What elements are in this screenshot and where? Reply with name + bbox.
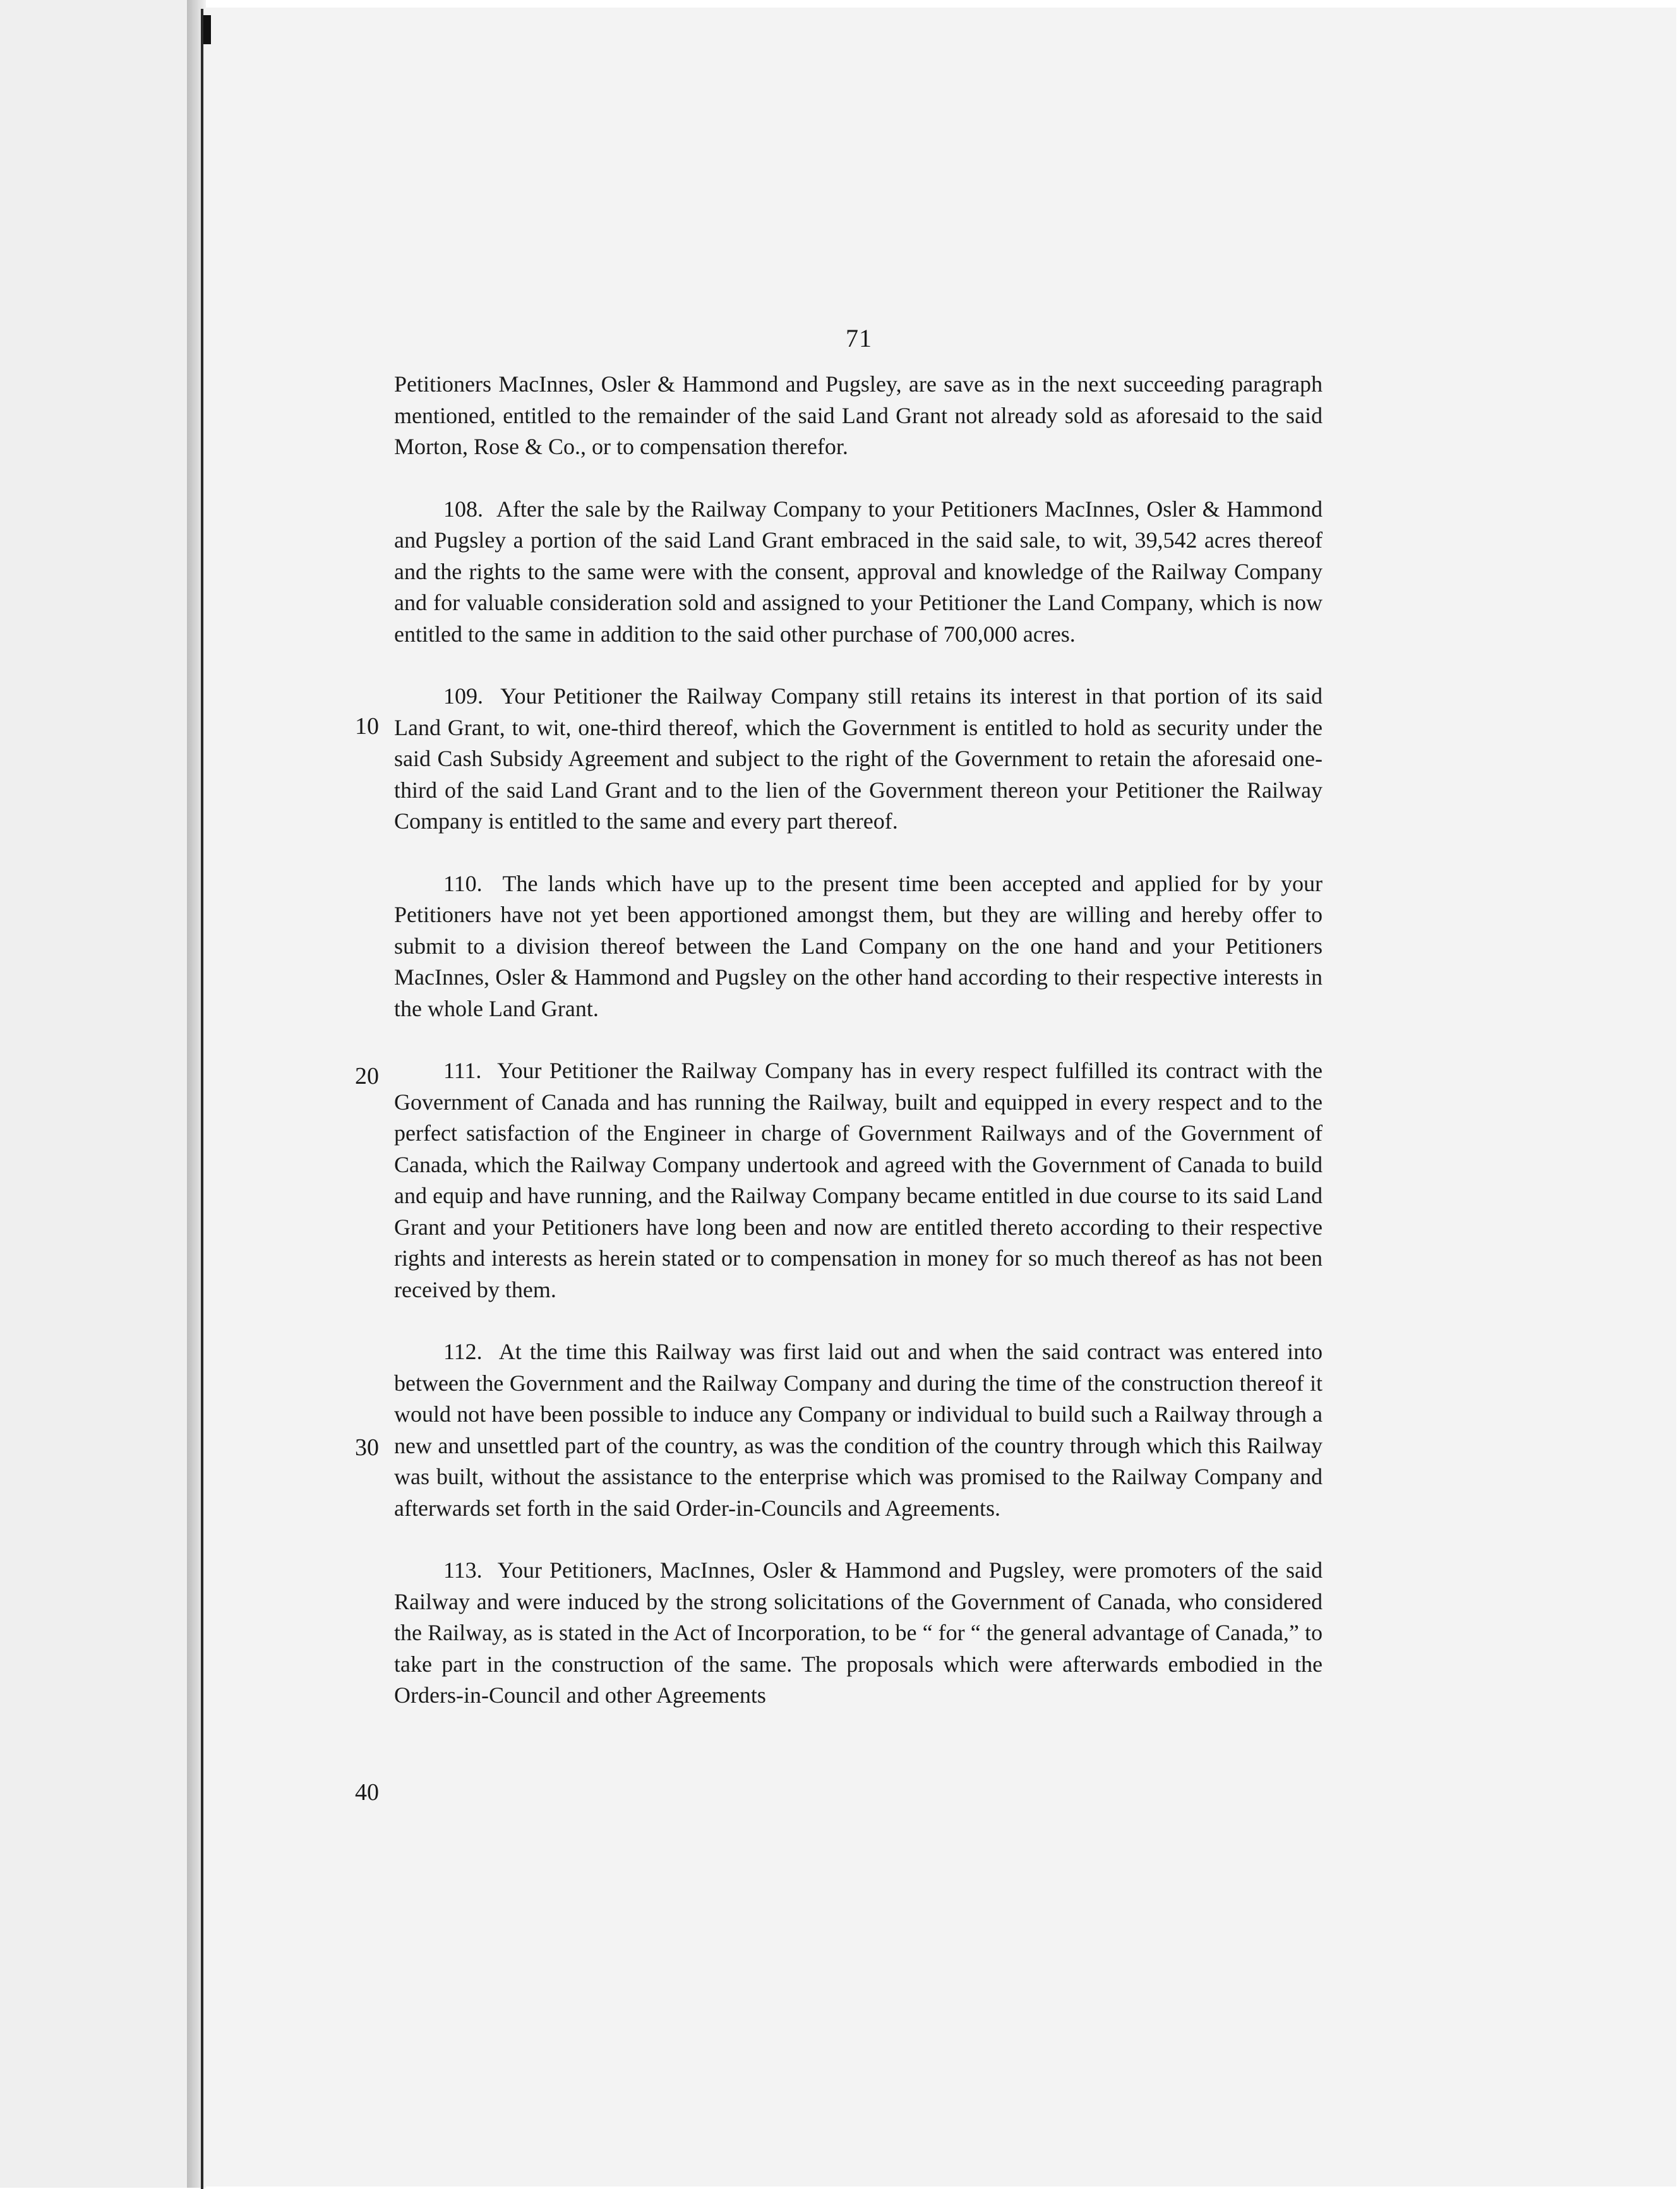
body-text — [394, 369, 1323, 1742]
paragraph-text: Your Petitioners, MacInnes, Osler & Hammond and Pugsley, were promoters of the said Railway and were induced by the strong solicitations of the Government of Canada, who considered the Railway, as is stated in the Act of Incorporation, to be “ for “ the general advantage of Canada,” to take part in the construction of the same. The proposals which were afterwards embodied in the Orders-in-Council and other Agreements — [394, 1557, 1323, 1708]
paragraph-text: At the time this Railway was first laid out and when the said contract was entered into between the Government and the Railway Company and during the time of the construction thereof it would not have been possible to induce any Company or individual to build such a Railway through a new and unsettled part of the country, as was the condition of the country through which this Railway was built, without the assistance to the enterprise which was promised to the Railway Company and afterwards set forth in the said Order-in-Councils and Agreements. — [394, 1339, 1323, 1521]
page-number: 71 — [846, 324, 872, 352]
paragraph-text: Petitioners MacInnes, Osler & Hammond and Pugsley, are save as in the next succeeding paragraph mentioned, entitled to the remainder of the said Land Grant not already sold as aforesaid to the said Morton, Rose & Co., or to compensation therefor. — [394, 371, 1323, 459]
paragraph-text: Your Petitioner the Railway Company still retains its interest in that portion of its said Land Grant, to wit, one-third thereof, which the Government is entitled to hold as security under the said Cash Subsidy Agreement and subject to the right of the Government to retain the aforesaid one-third of the said Land Grant and to the lien of the Government thereon your Petitioner the Railway Company is entitled to the same and every part thereof. — [394, 683, 1323, 834]
line-number-10: 10 — [355, 713, 379, 740]
corner-mark — [203, 15, 211, 44]
line-number-20: 20 — [355, 1063, 379, 1089]
paragraph-number: 113. — [443, 1557, 483, 1583]
paragraph-112 — [394, 1336, 1323, 1524]
paragraph-continuation — [394, 369, 1323, 463]
page-border-line — [201, 9, 203, 2189]
paragraph-text: Your Petitioner the Railway Company has in every respect fulfilled its contract with the Government of Canada and has running the Railway, built and equipped in every respect and to the perfect satisfaction of the Engineer in charge of Government Railways and of the Government of Canada, which the Railway Company undertook and agreed with the Government of Canada to build and equip and have running, and the Railway Company became entitled in due course to its said Land Grant and your Petitioners have long been and now are entitled thereto according to their respective rights and interests as herein stated or to compensation in money for so much thereof as has not been received by them. — [394, 1058, 1323, 1302]
line-number-40: 40 — [355, 1779, 379, 1806]
paragraph-text: After the sale by the Railway Company to your Petitioners MacInnes, Osler & Hammond and Pugsley a portion of the said Land Grant embraced in the said sale, to wit, 39,542 acres thereof and the rights to the same were with the consent, approval and knowledge of the Railway Company and for valuable consideration sold and assigned to your Petitioner the Land Company, which is now entitled to the same in addition to the said other purchase of 700,000 acres. — [394, 496, 1323, 647]
paragraph-109 — [394, 681, 1323, 837]
paragraph-text: The lands which have up to the present time been accepted and applied for by your Petitioners have not yet been apportioned amongst them, but they are willing and hereby offer to submit to a division thereof between the Land Company on the one hand and your Petitioners MacInnes, Osler & Hammond and Pugsley on the other hand according to their respective interests in the whole Land Grant. — [394, 870, 1323, 1021]
line-number-30: 30 — [355, 1434, 379, 1461]
paragraph-number: 112. — [443, 1339, 483, 1364]
paragraph-113 — [394, 1555, 1323, 1712]
paragraph-number: 110. — [443, 870, 483, 896]
facing-page-edge — [0, 0, 189, 2188]
paragraph-number: 108. — [443, 496, 483, 522]
paragraph-108 — [394, 494, 1323, 651]
paragraph-111 — [394, 1055, 1323, 1305]
paragraph-number: 109. — [443, 683, 483, 709]
paragraph-110 — [394, 868, 1323, 1025]
paragraph-number: 111. — [443, 1058, 482, 1083]
